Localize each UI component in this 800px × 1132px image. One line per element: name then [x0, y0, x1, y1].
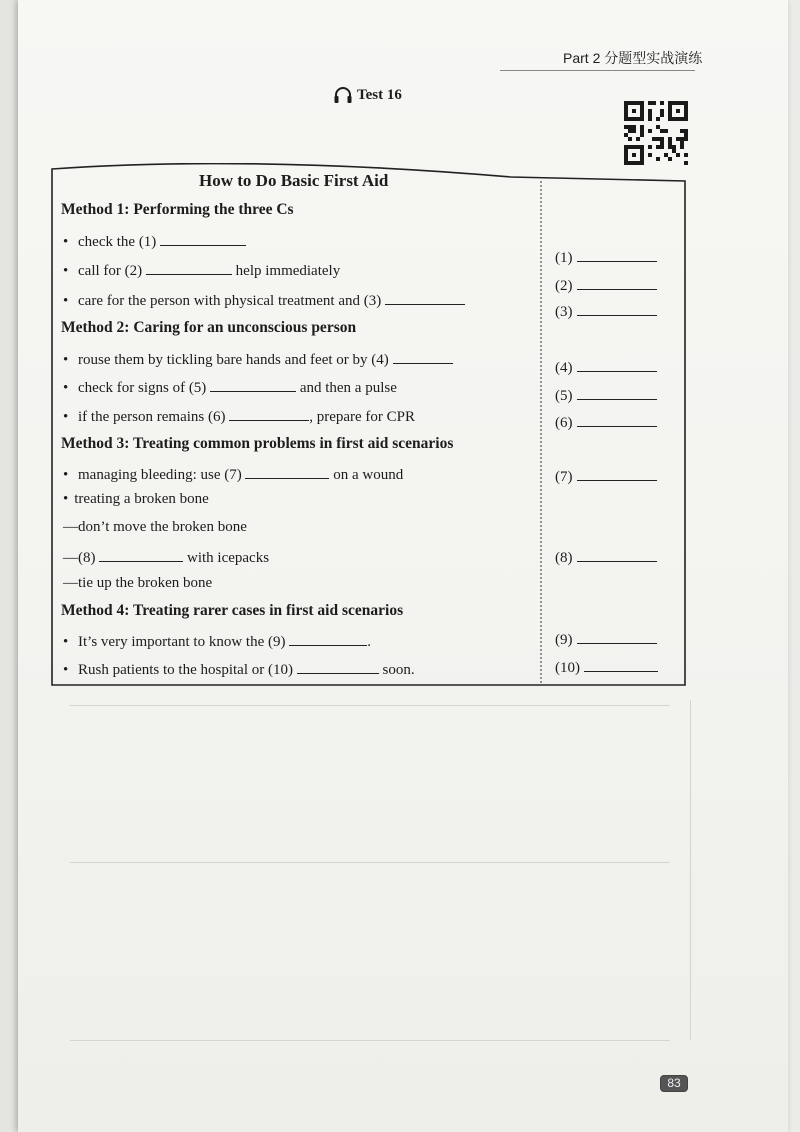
blank-5[interactable] [210, 377, 296, 392]
blank-9[interactable] [289, 631, 367, 646]
answer-slot[interactable]: (3) [555, 301, 657, 321]
answer-slot[interactable]: (7) [555, 466, 657, 486]
blank-3[interactable] [385, 290, 465, 305]
list-item: • check for signs of (5) and then a pulse [63, 377, 397, 397]
sub-item: —don’t move the broken bone [63, 519, 247, 535]
sub-item: —tie up the broken bone [63, 575, 213, 591]
answer-slot[interactable]: (4) [555, 357, 657, 377]
list-item: • call for (2) help immediately [63, 260, 340, 280]
list-item: • check the (1) [63, 231, 246, 251]
headphone-icon [333, 86, 353, 104]
blank-10[interactable] [297, 659, 379, 674]
answer-slot[interactable]: (8) [555, 547, 657, 567]
blank-6[interactable] [229, 406, 309, 421]
blank-2[interactable] [146, 260, 232, 275]
blank-1[interactable] [160, 231, 246, 246]
list-item: • managing bleeding: use (7) on a wound [63, 464, 403, 484]
answer-slot[interactable]: (2) [555, 275, 657, 295]
answer-slot[interactable]: (9) [555, 629, 657, 649]
method4-heading: Method 4: Treating rarer cases in first aid scenarios [61, 602, 404, 619]
first-aid-notes-table [51, 163, 687, 687]
answer-slot[interactable]: (5) [555, 385, 657, 405]
test-title [333, 86, 402, 104]
answer-slot[interactable]: (10) [555, 657, 658, 677]
answer-slot[interactable]: (1) [555, 247, 657, 267]
header-rule [500, 70, 695, 71]
blank-8[interactable] [99, 547, 183, 562]
list-item: • care for the person with physical treatment and (3) [63, 290, 465, 310]
blank-7[interactable] [245, 464, 329, 479]
qr-code [624, 100, 688, 166]
method1-heading: Method 1: Performing the three Cs [61, 201, 294, 218]
answer-slot[interactable]: (6) [555, 412, 657, 432]
page-number: 83 [660, 1075, 688, 1092]
section-header: Part 2 分题型实战演练 [563, 50, 703, 66]
blank-4[interactable] [393, 349, 453, 364]
method2-heading: Method 2: Caring for an unconscious person [61, 319, 357, 336]
method3-heading: Method 3: Treating common problems in first aid scenarios [61, 435, 454, 452]
list-item: • treating a broken bone [63, 491, 209, 508]
test-title-text: Test 16 [357, 86, 402, 103]
list-item: • Rush patients to the hospital or (10) soon. [63, 659, 415, 679]
list-item: • if the person remains (6) , prepare for CPR [63, 406, 415, 426]
sub-item: —(8) with icepacks [63, 547, 269, 567]
list-item: • rouse them by tickling bare hands and feet or by (4) [63, 349, 453, 369]
box-title: How to Do Basic First Aid [199, 171, 389, 190]
list-item: • It’s very important to know the (9) . [63, 631, 371, 651]
binding-edge [0, 0, 18, 1132]
